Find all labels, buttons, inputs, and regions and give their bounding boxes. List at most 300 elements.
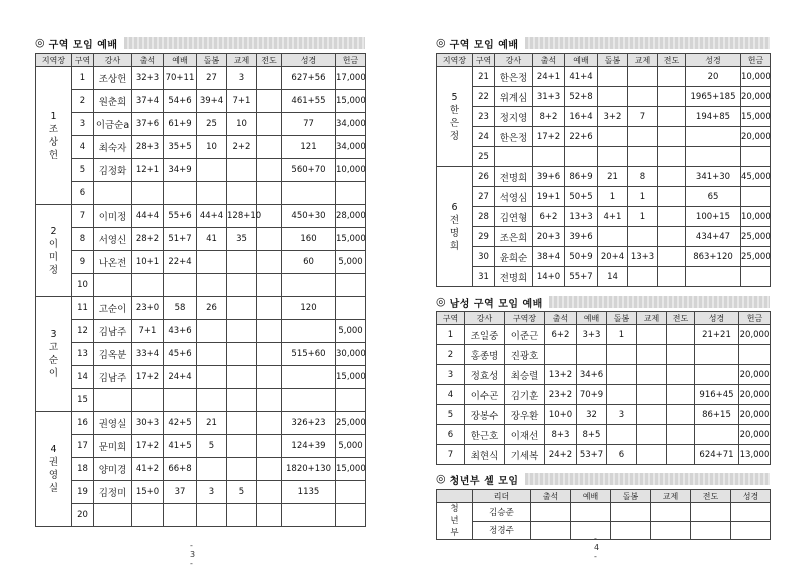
column-header: 성경	[731, 490, 771, 503]
men-cell-bible	[695, 365, 739, 385]
value-cell-bible: 1965+185	[686, 87, 741, 107]
left-section-title-text: 구역 모임 예배	[48, 39, 118, 51]
table-row	[36, 90, 366, 113]
value-cell-wor: 24+4	[164, 366, 197, 389]
value-cell-fel	[227, 251, 257, 274]
value-cell-bible	[282, 389, 336, 412]
value-cell-off: 20,000	[741, 87, 771, 107]
value-cell-fel: 7+1	[227, 90, 257, 113]
value-cell-care	[197, 320, 227, 343]
value-cell-att: 6+2	[533, 207, 565, 227]
district-number-cell: 4	[72, 136, 94, 159]
men-cell-leader: 최승렬	[505, 365, 545, 385]
table-row	[36, 366, 366, 389]
district-number-cell: 10	[72, 274, 94, 297]
value-cell-evg	[257, 481, 282, 504]
teacher-name-cell: 김연형	[495, 207, 533, 227]
value-cell-evg	[257, 366, 282, 389]
circle-bullet-icon: ◎	[35, 36, 45, 49]
value-cell-off: 25,000	[741, 227, 771, 247]
men-cell-wor: 70+9	[577, 385, 607, 405]
value-cell-off: 15,000	[336, 228, 366, 251]
table-row	[437, 325, 771, 345]
title-bar	[124, 37, 365, 49]
value-cell-wor: 41+5	[164, 435, 197, 458]
value-cell-care: 41	[197, 228, 227, 251]
district-number-cell: 20	[72, 504, 94, 527]
column-header: 전도	[691, 490, 731, 503]
column-header: 전도	[658, 54, 686, 67]
value-cell-fel: 13+3	[628, 247, 658, 267]
value-cell-wor: 41+4	[565, 67, 598, 87]
youth-value-cell	[691, 503, 731, 522]
table-row	[437, 207, 771, 227]
value-cell-bible: 326+23	[282, 412, 336, 435]
value-cell-evg	[658, 147, 686, 167]
value-cell-off: 10,000	[741, 67, 771, 87]
value-cell-care	[197, 251, 227, 274]
value-cell-att: 10+1	[132, 251, 164, 274]
men-cell-no: 1	[437, 325, 465, 345]
men-cell-att	[545, 345, 577, 365]
value-cell-evg	[257, 343, 282, 366]
right-page-number: - 4 -	[594, 534, 600, 561]
youth-section-title	[436, 472, 770, 486]
district-number-cell: 28	[473, 207, 495, 227]
value-cell-off: 15,000	[741, 107, 771, 127]
value-cell-att: 17+2	[132, 435, 164, 458]
circle-bullet-icon: ◎	[436, 295, 446, 308]
value-cell-care: 4+1	[598, 207, 628, 227]
column-header: 예배	[164, 54, 197, 67]
men-header-row	[437, 312, 771, 325]
value-cell-wor: 52+8	[565, 87, 598, 107]
men-cell-off: 20,000	[739, 385, 771, 405]
teacher-name-cell: 문미희	[94, 435, 132, 458]
value-cell-bible	[282, 182, 336, 205]
table-row	[36, 159, 366, 182]
value-cell-bible: 77	[282, 113, 336, 136]
men-cell-bible	[695, 345, 739, 365]
men-cell-bible: 624+71	[695, 445, 739, 465]
value-cell-att	[533, 147, 565, 167]
youth-cell-table	[436, 489, 771, 540]
value-cell-evg	[257, 182, 282, 205]
teacher-name-cell: 김옥분	[94, 343, 132, 366]
value-cell-fel: 3	[227, 67, 257, 90]
table-row	[36, 182, 366, 205]
value-cell-care: 3	[197, 481, 227, 504]
value-cell-wor: 50+9	[565, 247, 598, 267]
value-cell-care	[197, 274, 227, 297]
value-cell-bible: 560+70	[282, 159, 336, 182]
column-header: 출석	[531, 490, 571, 503]
men-cell-no: 3	[437, 365, 465, 385]
value-cell-off: 15,000	[336, 90, 366, 113]
right-section-title	[436, 36, 770, 50]
value-cell-evg	[257, 412, 282, 435]
table-row	[36, 458, 366, 481]
men-cell-att: 6+2	[545, 325, 577, 345]
value-cell-wor: 58	[164, 297, 197, 320]
district-number-cell: 17	[72, 435, 94, 458]
district-number-cell: 18	[72, 458, 94, 481]
value-cell-wor	[164, 389, 197, 412]
value-cell-off	[336, 504, 366, 527]
men-cell-wor	[577, 345, 607, 365]
district-number-cell: 30	[473, 247, 495, 267]
value-cell-bible: 160	[282, 228, 336, 251]
value-cell-evg	[257, 297, 282, 320]
men-cell-wor: 8+5	[577, 425, 607, 445]
district-number-cell: 22	[473, 87, 495, 107]
teacher-name-cell: 김정화	[94, 159, 132, 182]
value-cell-bible	[686, 267, 741, 287]
value-cell-wor	[164, 504, 197, 527]
value-cell-att	[132, 504, 164, 527]
table-row	[437, 503, 771, 522]
men-cell-fel	[637, 425, 667, 445]
teacher-name-cell: 양미경	[94, 458, 132, 481]
region-leader-cell: 4 권 영 실	[36, 412, 72, 527]
column-header: 지역장	[437, 54, 473, 67]
value-cell-fel	[628, 87, 658, 107]
men-cell-evg	[667, 425, 695, 445]
value-cell-off: 30,000	[336, 343, 366, 366]
teacher-name-cell: 석영심	[495, 187, 533, 207]
value-cell-bible	[282, 504, 336, 527]
value-cell-evg	[257, 389, 282, 412]
column-header: 교제	[628, 54, 658, 67]
district-number-cell: 16	[72, 412, 94, 435]
column-header: 리더	[473, 490, 531, 503]
youth-value-cell	[571, 503, 611, 522]
table-row	[36, 435, 366, 458]
left-header-row	[36, 54, 366, 67]
value-cell-wor: 61+9	[164, 113, 197, 136]
value-cell-bible: 434+47	[686, 227, 741, 247]
column-header: 출석	[545, 312, 577, 325]
column-header: 성경	[686, 54, 741, 67]
district-number-cell: 5	[72, 159, 94, 182]
men-cell-evg	[667, 385, 695, 405]
men-cell-teacher: 정효성	[465, 365, 505, 385]
value-cell-evg	[257, 159, 282, 182]
men-cell-off: 20,000	[739, 405, 771, 425]
value-cell-care	[197, 366, 227, 389]
column-header: 예배	[565, 54, 598, 67]
value-cell-att: 17+2	[533, 127, 565, 147]
teacher-name-cell: 최숙자	[94, 136, 132, 159]
value-cell-evg	[257, 435, 282, 458]
value-cell-care	[197, 504, 227, 527]
men-cell-off: 20,000	[739, 365, 771, 385]
value-cell-fel	[628, 227, 658, 247]
column-header: 헌금	[336, 54, 366, 67]
district-number-cell: 11	[72, 297, 94, 320]
value-cell-fel: 8	[628, 167, 658, 187]
table-row	[437, 445, 771, 465]
value-cell-att: 37+6	[132, 113, 164, 136]
teacher-name-cell	[495, 147, 533, 167]
table-row	[36, 67, 366, 90]
value-cell-fel	[227, 504, 257, 527]
table-row	[437, 87, 771, 107]
column-header: 돌봄	[598, 54, 628, 67]
table-row	[36, 481, 366, 504]
value-cell-wor	[164, 274, 197, 297]
value-cell-fel	[227, 435, 257, 458]
right-section-title-text: 구역 모임 예배	[449, 39, 519, 51]
district-number-cell: 23	[473, 107, 495, 127]
left-page-number: - 3 -	[190, 541, 196, 568]
value-cell-att: 24+1	[533, 67, 565, 87]
value-cell-bible: 121	[282, 136, 336, 159]
men-cell-wor: 34+6	[577, 365, 607, 385]
value-cell-fel: 35	[227, 228, 257, 251]
value-cell-bible: 450+30	[282, 205, 336, 228]
value-cell-att: 14+0	[533, 267, 565, 287]
value-cell-att: 38+4	[533, 247, 565, 267]
youth-value-cell	[731, 521, 771, 540]
value-cell-bible	[686, 147, 741, 167]
men-section-title	[436, 295, 770, 309]
value-cell-care: 25	[197, 113, 227, 136]
district-number-cell: 31	[473, 267, 495, 287]
teacher-name-cell: 한은정	[495, 67, 533, 87]
men-cell-teacher: 한근호	[465, 425, 505, 445]
table-row	[36, 412, 366, 435]
value-cell-care	[598, 127, 628, 147]
men-cell-leader: 진광호	[505, 345, 545, 365]
men-cell-care: 1	[607, 325, 637, 345]
value-cell-att: 23+0	[132, 297, 164, 320]
value-cell-bible: 627+56	[282, 67, 336, 90]
value-cell-wor: 37	[164, 481, 197, 504]
value-cell-fel	[227, 159, 257, 182]
column-header: 구역	[473, 54, 495, 67]
table-row	[437, 247, 771, 267]
value-cell-fel	[227, 320, 257, 343]
value-cell-off: 5,000	[336, 435, 366, 458]
teacher-name-cell	[94, 182, 132, 205]
region-leader-cell: 6 전 명 희	[437, 167, 473, 287]
value-cell-att: 20+3	[533, 227, 565, 247]
region-leader-cell: 5 한 은 정	[437, 67, 473, 167]
district-number-cell: 15	[72, 389, 94, 412]
value-cell-bible	[282, 274, 336, 297]
value-cell-bible: 124+39	[282, 435, 336, 458]
table-row	[437, 227, 771, 247]
value-cell-bible: 863+120	[686, 247, 741, 267]
district-number-cell: 26	[473, 167, 495, 187]
men-cell-fel	[637, 445, 667, 465]
value-cell-fel	[628, 267, 658, 287]
youth-header-row	[437, 490, 771, 503]
table-row	[36, 343, 366, 366]
value-cell-wor: 42+5	[164, 412, 197, 435]
value-cell-bible: 194+85	[686, 107, 741, 127]
value-cell-care	[197, 182, 227, 205]
column-header: 지역장	[36, 54, 72, 67]
men-cell-bible: 21+21	[695, 325, 739, 345]
district-number-cell: 9	[72, 251, 94, 274]
district-number-cell: 8	[72, 228, 94, 251]
value-cell-care: 44+4	[197, 205, 227, 228]
value-cell-wor: 22+6	[565, 127, 598, 147]
region-leader-cell: 2 이 미 정	[36, 205, 72, 297]
table-row	[36, 389, 366, 412]
value-cell-off	[741, 187, 771, 207]
column-header: 전도	[667, 312, 695, 325]
teacher-name-cell: 조은희	[495, 227, 533, 247]
value-cell-off: 28,000	[336, 205, 366, 228]
right-district-table	[436, 53, 771, 287]
men-cell-bible: 916+45	[695, 385, 739, 405]
left-section-title	[35, 36, 365, 50]
value-cell-fel: 128+10	[227, 205, 257, 228]
youth-value-cell	[731, 503, 771, 522]
column-header: 강사	[94, 54, 132, 67]
table-row	[437, 187, 771, 207]
men-cell-att: 10+0	[545, 405, 577, 425]
value-cell-evg	[257, 274, 282, 297]
youth-value-cell	[651, 503, 691, 522]
value-cell-att: 32+3	[132, 67, 164, 90]
district-number-cell: 6	[72, 182, 94, 205]
value-cell-evg	[658, 227, 686, 247]
table-row	[36, 274, 366, 297]
value-cell-att	[132, 182, 164, 205]
value-cell-off: 15,000	[336, 366, 366, 389]
region-leader-cell: 3 고 순 이	[36, 297, 72, 412]
men-cell-att: 13+2	[545, 365, 577, 385]
youth-value-cell	[611, 521, 651, 540]
circle-bullet-icon: ◎	[436, 472, 446, 485]
value-cell-off: 17,000	[336, 67, 366, 90]
left-district-table	[35, 53, 366, 527]
value-cell-evg	[257, 504, 282, 527]
value-cell-fel	[628, 147, 658, 167]
value-cell-bible: 461+55	[282, 90, 336, 113]
value-cell-off: 15,000	[336, 458, 366, 481]
value-cell-off	[336, 274, 366, 297]
men-cell-teacher: 최현식	[465, 445, 505, 465]
value-cell-wor: 45+6	[164, 343, 197, 366]
teacher-name-cell: 나온전	[94, 251, 132, 274]
value-cell-care: 21	[197, 412, 227, 435]
value-cell-evg	[257, 228, 282, 251]
value-cell-fel: 2+2	[227, 136, 257, 159]
value-cell-wor	[565, 147, 598, 167]
teacher-name-cell: 전명희	[495, 267, 533, 287]
men-cell-leader: 김기훈	[505, 385, 545, 405]
men-cell-fel	[637, 385, 667, 405]
teacher-name-cell: 전명희	[495, 167, 533, 187]
value-cell-wor: 22+4	[164, 251, 197, 274]
district-number-cell: 3	[72, 113, 94, 136]
column-header: 성경	[282, 54, 336, 67]
right-header-row	[437, 54, 771, 67]
teacher-name-cell: 조상헌	[94, 67, 132, 90]
men-cell-att: 24+2	[545, 445, 577, 465]
value-cell-fel	[227, 274, 257, 297]
value-cell-care	[598, 147, 628, 167]
title-bar	[525, 473, 770, 485]
column-header: 예배	[577, 312, 607, 325]
teacher-name-cell: 김정미	[94, 481, 132, 504]
region-leader-cell: 1 조 상 헌	[36, 67, 72, 205]
value-cell-wor: 39+6	[565, 227, 598, 247]
value-cell-wor: 43+6	[164, 320, 197, 343]
district-number-cell: 1	[72, 67, 94, 90]
value-cell-bible: 65	[686, 187, 741, 207]
value-cell-wor	[164, 182, 197, 205]
value-cell-care	[197, 343, 227, 366]
value-cell-fel: 5	[227, 481, 257, 504]
men-cell-no: 5	[437, 405, 465, 425]
column-header: 교제	[227, 54, 257, 67]
value-cell-att: 30+3	[132, 412, 164, 435]
value-cell-care: 10	[197, 136, 227, 159]
men-cell-teacher: 이수곤	[465, 385, 505, 405]
men-cell-wor: 3+3	[577, 325, 607, 345]
value-cell-evg	[658, 267, 686, 287]
table-row	[36, 136, 366, 159]
value-cell-wor: 86+9	[565, 167, 598, 187]
table-row	[36, 113, 366, 136]
district-number-cell: 12	[72, 320, 94, 343]
district-number-cell: 7	[72, 205, 94, 228]
value-cell-att: 28+3	[132, 136, 164, 159]
value-cell-fel: 1	[628, 187, 658, 207]
value-cell-evg	[257, 67, 282, 90]
value-cell-off	[336, 389, 366, 412]
district-number-cell: 19	[72, 481, 94, 504]
value-cell-att: 8+2	[533, 107, 565, 127]
value-cell-wor: 54+6	[164, 90, 197, 113]
column-header: 예배	[571, 490, 611, 503]
value-cell-wor: 66+8	[164, 458, 197, 481]
value-cell-wor: 50+5	[565, 187, 598, 207]
column-header: 교제	[637, 312, 667, 325]
value-cell-bible: 120	[282, 297, 336, 320]
teacher-name-cell	[94, 504, 132, 527]
teacher-name-cell	[94, 389, 132, 412]
value-cell-off	[336, 481, 366, 504]
value-cell-att: 39+6	[533, 167, 565, 187]
youth-leader-cell: 김승준	[473, 503, 531, 522]
value-cell-fel	[227, 389, 257, 412]
table-row	[36, 320, 366, 343]
men-cell-leader: 기세복	[505, 445, 545, 465]
column-header: 구역	[437, 312, 465, 325]
value-cell-evg	[658, 67, 686, 87]
value-cell-att: 7+1	[132, 320, 164, 343]
column-header: 출석	[132, 54, 164, 67]
value-cell-att: 41+2	[132, 458, 164, 481]
men-cell-fel	[637, 325, 667, 345]
circle-bullet-icon: ◎	[436, 36, 446, 49]
value-cell-fel	[628, 67, 658, 87]
value-cell-off: 45,000	[741, 167, 771, 187]
men-cell-evg	[667, 405, 695, 425]
value-cell-care: 21	[598, 167, 628, 187]
column-header: 돌봄	[197, 54, 227, 67]
column-header: 헌금	[739, 312, 771, 325]
table-row	[437, 167, 771, 187]
table-row	[437, 67, 771, 87]
